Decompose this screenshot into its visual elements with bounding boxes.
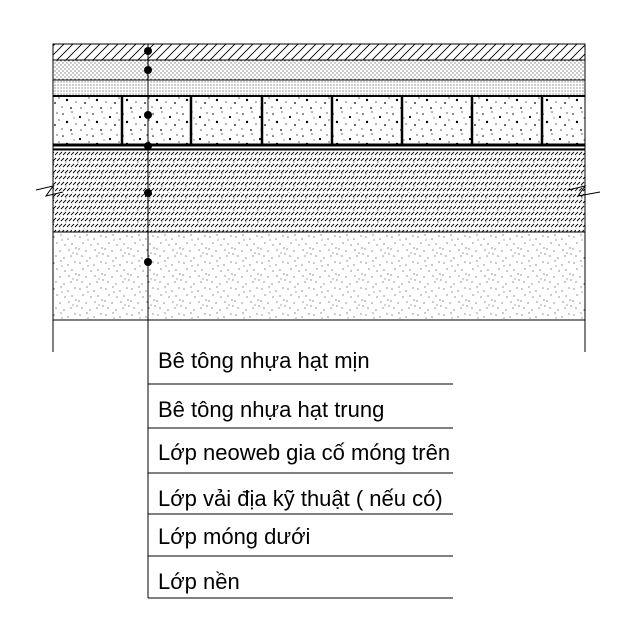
leader-dot bbox=[144, 111, 152, 119]
legend-label-subbase: Lớp móng dưới bbox=[158, 524, 311, 549]
legend-label-fine-asphalt: Bê tông nhựa hạt mịn bbox=[158, 348, 370, 373]
legend-label-geotextile: Lớp vải địa kỹ thuật ( nếu có) bbox=[158, 486, 443, 511]
legend bbox=[148, 348, 453, 598]
layer-neoweb-cells bbox=[53, 96, 585, 144]
legend-label-neoweb: Lớp neoweb gia cố móng trên bbox=[158, 440, 451, 465]
layer-geotextile bbox=[53, 145, 585, 149]
layer-subgrade bbox=[53, 232, 585, 320]
leader-dot bbox=[144, 47, 152, 55]
leader-dot bbox=[144, 66, 152, 74]
leader-dot bbox=[144, 142, 152, 150]
layer-medium-asphalt bbox=[53, 60, 585, 80]
layer-subbase bbox=[53, 150, 585, 232]
layer-fine-asphalt bbox=[53, 44, 585, 60]
layer-separator-strip bbox=[53, 80, 585, 96]
leader-dot bbox=[144, 258, 152, 266]
leader-dot bbox=[144, 189, 152, 197]
legend-label-medium-asphalt: Bê tông nhựa hạt trung bbox=[158, 397, 385, 422]
legend-label-subgrade: Lớp nền bbox=[158, 569, 240, 594]
